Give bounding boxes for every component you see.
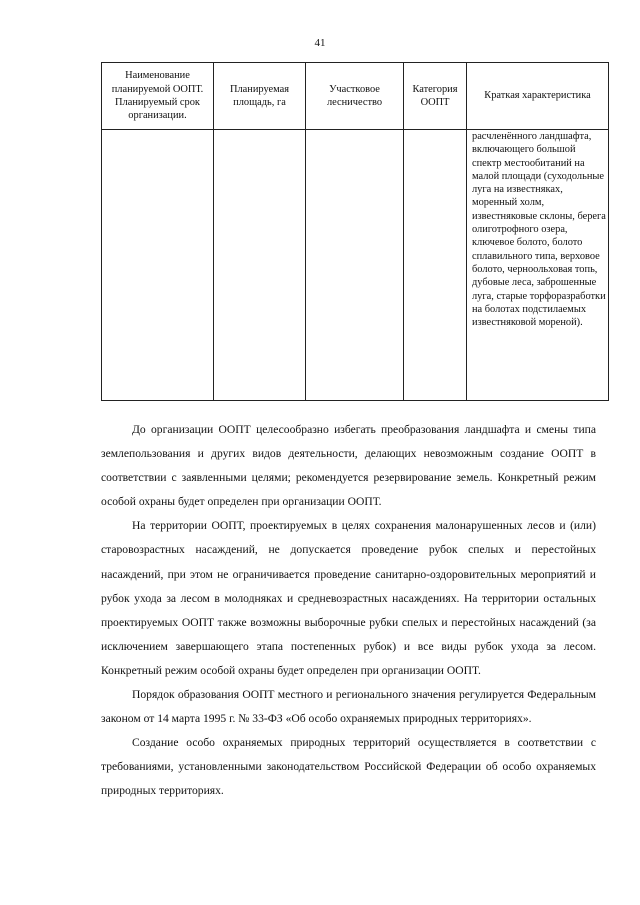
paragraph-reservation: До организации ООПТ целесообразно избегать преобразования ландшафта и смены типа землепользования и других видов деятельности, делающих невозможным создание ООПТ в соответствии с заявленными целями; рекомендуется резервирование земель. Конкретный режим особой охраны будет определен при организации ООПТ.: [101, 423, 596, 509]
body-text: [101, 418, 596, 804]
header-name-and-term: Наименование планируемой ООПТ. Планируемый срок организации.: [102, 63, 214, 130]
table-row: [102, 130, 609, 401]
header-category: Категория ООПТ: [404, 63, 467, 130]
paragraph-logging-rules: На территории ООПТ, проектируемых в целях сохранения малонарушенных лесов и (или) старовозрастных насаждений, не допускается проведение рубок спелых и перестойных насаждений, при этом не ограничивается проведение санитарно-оздоровительных мероприятий и рубок ухода за лесом в молодняках и средневозрастных насаждениях. На территории остальных проектируемых ООПТ также возможны выборочные рубки спелых и перестойных насаждений (за исключением завершающего этапа постепенных рубок) и все виды рубок ухода за лесом. Конкретный режим особой охраны будет определен при организации ООПТ.: [101, 519, 596, 677]
paragraph-creation: Создание особо охраняемых природных территорий осуществляется в соответствии с требованиями, установленными законодательством Российской Федерации об особо охраняемых природных территориях.: [101, 736, 596, 798]
oopt-table: [101, 62, 609, 401]
cell-description: расчленённого ландшафта, включающего большой спектр местообитаний на малой площади (суходольные луга на известняках, моренный холм, известняковые склоны, берега олиготрофного озера, ключевое болото, болото сплавильного типа, верховое болото, черноольховая топь, дубовые леса, заброшенные луга, старые торфоразработки на болотах подстилаемых известняковой мореной).: [467, 130, 609, 401]
paragraph-federal-law: Порядок образования ООПТ местного и регионального значения регулируется Федеральным законом от 14 марта 1995 г. № 33-ФЗ «Об особо охраняемых природных территориях».: [101, 688, 596, 726]
table-header-row: [102, 63, 609, 130]
page-number: 41: [314, 37, 326, 49]
cell-forestry: [306, 130, 404, 401]
cell-category: [404, 130, 467, 401]
cell-area: [214, 130, 306, 401]
cell-name: [102, 130, 214, 401]
header-description: Краткая характеристика: [467, 63, 609, 130]
header-planned-area: Планируемая площадь, га: [214, 63, 306, 130]
header-forestry: Участковое лесничество: [306, 63, 404, 130]
